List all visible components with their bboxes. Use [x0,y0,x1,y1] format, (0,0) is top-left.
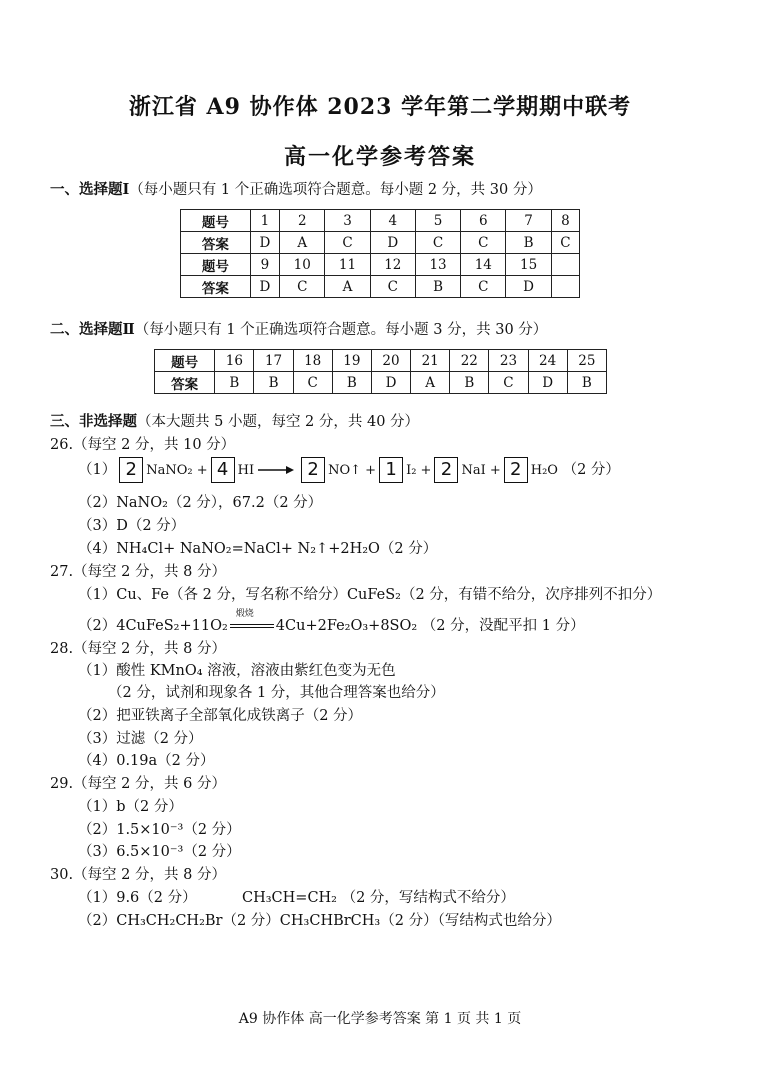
coefficient-box: 2 [119,457,143,483]
answer-table-1 [180,209,580,298]
q30-line2: （2）CH₃CH₂CH₂Br（2 分）CH₃CHBrCH₃（2 分）（写结构式也给分） [78,913,561,929]
q26-line3: （3）D（2 分） [78,518,186,534]
q30-line1b: CH₃CH=CH₂ （2 分，写结构式不给分） [242,890,515,906]
table-cell: 11 [325,254,370,276]
table-cell: 18 [293,350,332,372]
table-cell: D [250,232,279,254]
page-footer: A9 协作体 高一化学参考答案 第 1 页 共 1 页 [238,1011,522,1027]
q28-line1: （1）酸性 KMnO₄ 溶液，溶液由紫红色变为无色 [78,663,396,679]
row-header-cell: 答案 [155,372,215,394]
row-header-cell: 题号 [181,254,251,276]
table-cell [551,254,579,276]
row-header-cell: 答案 [181,232,251,254]
coefficient-box: 1 [379,457,403,483]
table-cell: 19 [332,350,371,372]
table-cell: 7 [506,210,551,232]
section3-heading: 三、非选择题 [50,413,137,430]
q27-condition [228,609,276,634]
table-cell: 1 [250,210,279,232]
page-subtitle: 高一化学参考答案 [283,144,476,170]
table-cell: D [370,232,415,254]
table-cell: C [325,232,370,254]
q30-heading: 30.（每空 2 分，共 8 分） [50,867,226,883]
row-header-cell: 题号 [181,210,251,232]
row-header-cell: 题号 [155,350,215,372]
table-cell: D [371,372,410,394]
table-cell: B [254,372,293,394]
table-cell: C [461,232,506,254]
table-cell: 15 [506,254,551,276]
table-cell: 3 [325,210,370,232]
table-cell: B [450,372,489,394]
table-cell: 22 [450,350,489,372]
coefficient-box: 2 [504,457,528,483]
table-cell [551,276,579,298]
q28-line3: （3）过滤（2 分） [78,731,203,747]
q27-line1: （1）Cu、Fe（各 2 分，写名称不给分）CuFeS₂（2 分，有错不给分，次序排列不扣分） [78,587,662,603]
q27-condition-label: 煅烧 [235,609,254,619]
table-cell: 25 [567,350,606,372]
table-cell: 14 [461,254,506,276]
table-cell: 8 [551,210,579,232]
coefficient-box: 2 [301,457,325,483]
table-cell: 23 [489,350,528,372]
table-cell: 20 [371,350,410,372]
table-cell: B [506,232,551,254]
table-row [181,232,580,254]
table-row [181,254,580,276]
table-cell: A [280,232,325,254]
table-cell: B [567,372,606,394]
coefficient-box: 2 [434,457,458,483]
table-cell: 6 [461,210,506,232]
section1-heading-line [50,178,542,199]
table-cell: 17 [254,350,293,372]
q27-line2 [78,609,585,635]
double-line-icon [230,624,274,628]
q29-line1: （1）b（2 分） [78,799,183,815]
table-cell: 4 [370,210,415,232]
q26-line2: （2）NaNO₂（2 分），67.2（2 分） [78,495,323,511]
table-cell: 9 [250,254,279,276]
table-row [181,276,580,298]
table-cell: 21 [411,350,450,372]
q26-heading: 26.（每空 2 分，共 10 分） [50,437,236,453]
q27-l2-right: 4Cu+2Fe₂O₃+8SO₂ （2 分，没配平扣 1 分） [275,618,585,634]
q26-l1-score: （2 分） [562,462,620,478]
table-cell: A [325,276,370,298]
section3-note: （本大题共 5 小题，每空 2 分，共 40 分） [137,414,420,430]
reaction-arrow-icon [258,465,294,475]
q30-line1a: （1）9.6（2 分） [78,890,197,906]
q28-line1b: （2 分，试剂和现象各 1 分，其他合理答案也给分） [108,685,445,701]
table-row [155,350,607,372]
species: NaNO₂ + [146,463,208,478]
section1-note: （每小题只有 1 个正确选项符合题意。每小题 2 分，共 30 分） [129,182,542,198]
table-cell: A [411,372,450,394]
table-cell: C [293,372,332,394]
table-row [155,372,607,394]
coefficient-box: 4 [211,457,235,483]
table-cell: C [280,276,325,298]
table-cell: D [250,276,279,298]
q27-l2-left: （2）4CuFeS₂+11O₂ [78,618,228,634]
q28-line4: （4）0.19a（2 分） [78,753,215,769]
row-header-cell: 答案 [181,276,251,298]
q29-line3: （3）6.5×10⁻³（2 分） [78,844,241,860]
table-cell: 5 [415,210,460,232]
table-cell: 16 [215,350,254,372]
table-cell: B [215,372,254,394]
page-title: 浙江省 A9 协作体 2023 学年第二学期期中联考 [128,94,632,120]
answer-table-2 [154,349,607,394]
table-cell: 10 [280,254,325,276]
table-cell: C [461,276,506,298]
table-cell: B [332,372,371,394]
section1-heading: 一、选择题Ⅰ [50,181,130,198]
q28-heading: 28.（每空 2 分，共 8 分） [50,641,226,657]
table-cell: D [506,276,551,298]
species: I₂ + [406,463,432,478]
table-cell: C [551,232,579,254]
section2-note: （每小题只有 1 个正确选项符合题意。每小题 3 分，共 30 分） [134,322,548,338]
species: NaI + [461,463,501,478]
q27-heading: 27.（每空 2 分，共 8 分） [50,564,226,580]
q29-heading: 29.（每空 2 分，共 6 分） [50,776,226,792]
species: NO↑ + [328,463,377,478]
table-cell: C [489,372,528,394]
table-cell: 2 [280,210,325,232]
q29-line2: （2）1.5×10⁻³（2 分） [78,822,241,838]
table-cell: C [415,232,460,254]
table-cell: C [370,276,415,298]
q26-equation [78,457,620,483]
q26-line4: （4）NH₄Cl+ NaNO₂=NaCl+ N₂↑+2H₂O（2 分） [78,541,438,557]
species: HI [237,463,255,478]
table-cell: 12 [370,254,415,276]
q28-line2: （2）把亚铁离子全部氧化成铁离子（2 分） [78,708,363,724]
table-cell: 24 [528,350,567,372]
section2-heading-line [50,318,547,339]
table-cell: 13 [415,254,460,276]
section3-heading-line [50,410,419,431]
section2-heading: 二、选择题Ⅱ [50,321,135,338]
species: H₂O [530,463,558,478]
table-cell: B [415,276,460,298]
q26-l1-prefix: （1） [78,462,117,478]
table-row [181,210,580,232]
table-cell: D [528,372,567,394]
